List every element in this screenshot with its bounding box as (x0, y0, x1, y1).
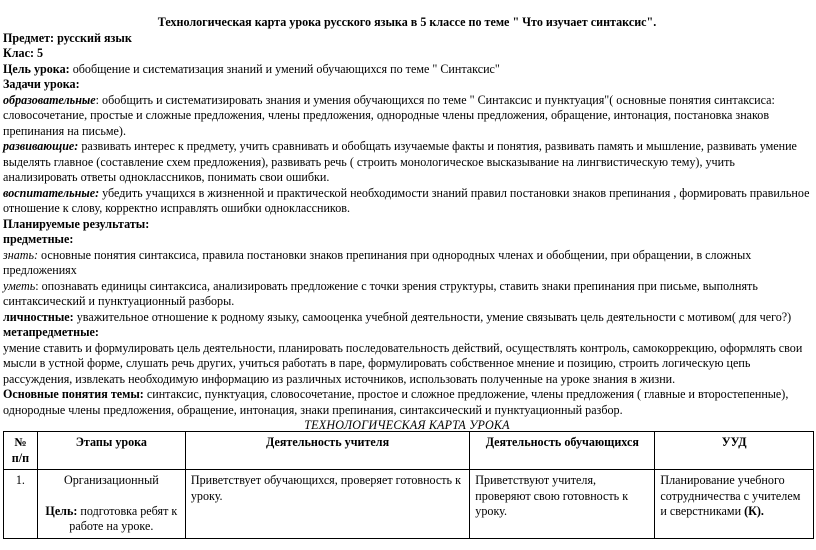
document-title: Технологическая карта урока русского языка в 5 классе по теме " Что изучает синтаксис". (157, 15, 657, 29)
header-uud: УУД (655, 432, 814, 470)
header-teacher: Деятельность учителя (185, 432, 469, 470)
row-pupils: Приветствуют учителя, проверяют свою готовность к уроку. (470, 470, 655, 539)
header-stage: Этапы урока (37, 432, 185, 470)
concepts-text: синтаксис, пунктуация, словосочетание, простое и сложное предложение, члены предложения ( главные и второстепенные), однородные члены предложения, обращение, интонация, знаки препинания, синтаксический и пунктуационный разбор. (3, 387, 789, 417)
row-num: 1. (4, 470, 38, 539)
educational-tasks (3, 93, 811, 140)
educational-label: образовательные (3, 92, 96, 107)
subject-label: Предмет: (3, 30, 55, 45)
personal-label: личностные: (3, 309, 74, 324)
tasks-heading: Задачи урока: (3, 77, 80, 91)
goal-value: обобщение и систематизация знаний и умений обучающихся по теме " Синтаксис" (69, 61, 500, 76)
stage-name: Организационный (63, 473, 159, 487)
upbringing-label: воспитательные: (3, 185, 100, 200)
can-line (3, 279, 811, 310)
know-text: основные понятия синтаксиса, правила постановки знаков препинания при однородных членах и обобщении, при обращении, в сложных предложениях (3, 247, 752, 277)
header-num: № п/п (4, 432, 38, 470)
class-line: Клас: 5 (3, 46, 44, 60)
goal-line (3, 62, 811, 78)
meta-heading: метапредметные: (3, 325, 99, 339)
table-caption: ТЕХНОЛОГИЧЕСКАЯ КАРТА УРОКА (304, 418, 510, 432)
subject-value: русский язык (54, 30, 132, 45)
header-pupils: Деятельность обучающихся (470, 432, 655, 470)
row-uud (655, 470, 814, 539)
stage-goal (43, 504, 180, 535)
stage-goal-text: подготовка ребят к работе на уроке. (69, 503, 178, 533)
personal-results (3, 310, 811, 326)
table-row (4, 470, 814, 539)
developmental-tasks (3, 139, 811, 186)
subject-results-heading: предметные: (3, 232, 74, 246)
row-stage (37, 470, 185, 539)
know-label: знать: (3, 247, 39, 262)
know-line (3, 248, 811, 279)
meta-text: умение ставить и формулировать цель деятельности, планировать последовательность действий, осуществлять контроль, самокоррекцию, оформлять свои мысли в устной форме, слушать речь других, учиться работать в паре, формулировать собственное мнение и позицию, строить логическую цепь рассуждения, извлекать необходимую информацию из различных источников, использовать полученные на уроке знания в жизни. (3, 340, 803, 386)
developmental-label: развивающие: (3, 139, 79, 153)
upbringing-tasks (3, 186, 811, 217)
personal-text: уважительное отношение к родному языку, самооценка учебной деятельности, умение связывать цель деятельности с мотивом( для чего?) (73, 309, 792, 324)
upbringing-text: убедить учащихся в жизненной и практической необходимости знаний правил постановки знаков препинания , формировать правильное отношение к слову, корректно исправлять ошибки одноклассников. (3, 185, 810, 215)
uud-text: Планирование учебного сотрудничества с учителем и сверстниками (660, 473, 801, 518)
results-heading: Планируемые результаты: (3, 216, 150, 231)
row-teacher: Приветствует обучающихся, проверяет готовность к уроку. (185, 470, 469, 539)
developmental-text: развивать интерес к предмету, учить сравнивать и обобщать изучаемые факты и понятия, развивать память и мышление, развивать умение выделять главное (составление схем предложения), развивать речь ( строить монологическое высказывание на лингвистическую тему), учить анализировать ответы одноклассников, понимать свои ошибки. (3, 139, 797, 184)
can-label: уметь (3, 278, 36, 293)
goal-label: Цель урока: (3, 61, 70, 76)
concepts-label: Основные понятия темы: (3, 387, 144, 401)
stage-goal-label: Цель: (45, 503, 78, 518)
lesson-map-table (3, 431, 814, 539)
can-text: : опознавать единицы синтаксиса, анализировать предложение с точки зрения структуры, ставить знаки препинания при письме, выполнять синтаксический и пунктуационный разборы. (3, 278, 758, 308)
uud-mark: (К). (741, 504, 764, 518)
subject-line (3, 31, 811, 47)
concepts-line (3, 387, 811, 418)
table-header-row (4, 432, 814, 470)
educational-text: : обобщить и систематизировать знания и умения обучающихся по теме " Синтаксис и пунктуация"( основные понятия синтаксиса: словосочетание, простые и сложные предложения, члены предложения, однородные члены предложения, обращение, интонация, постановка знаков препинания на письме). (3, 92, 775, 138)
